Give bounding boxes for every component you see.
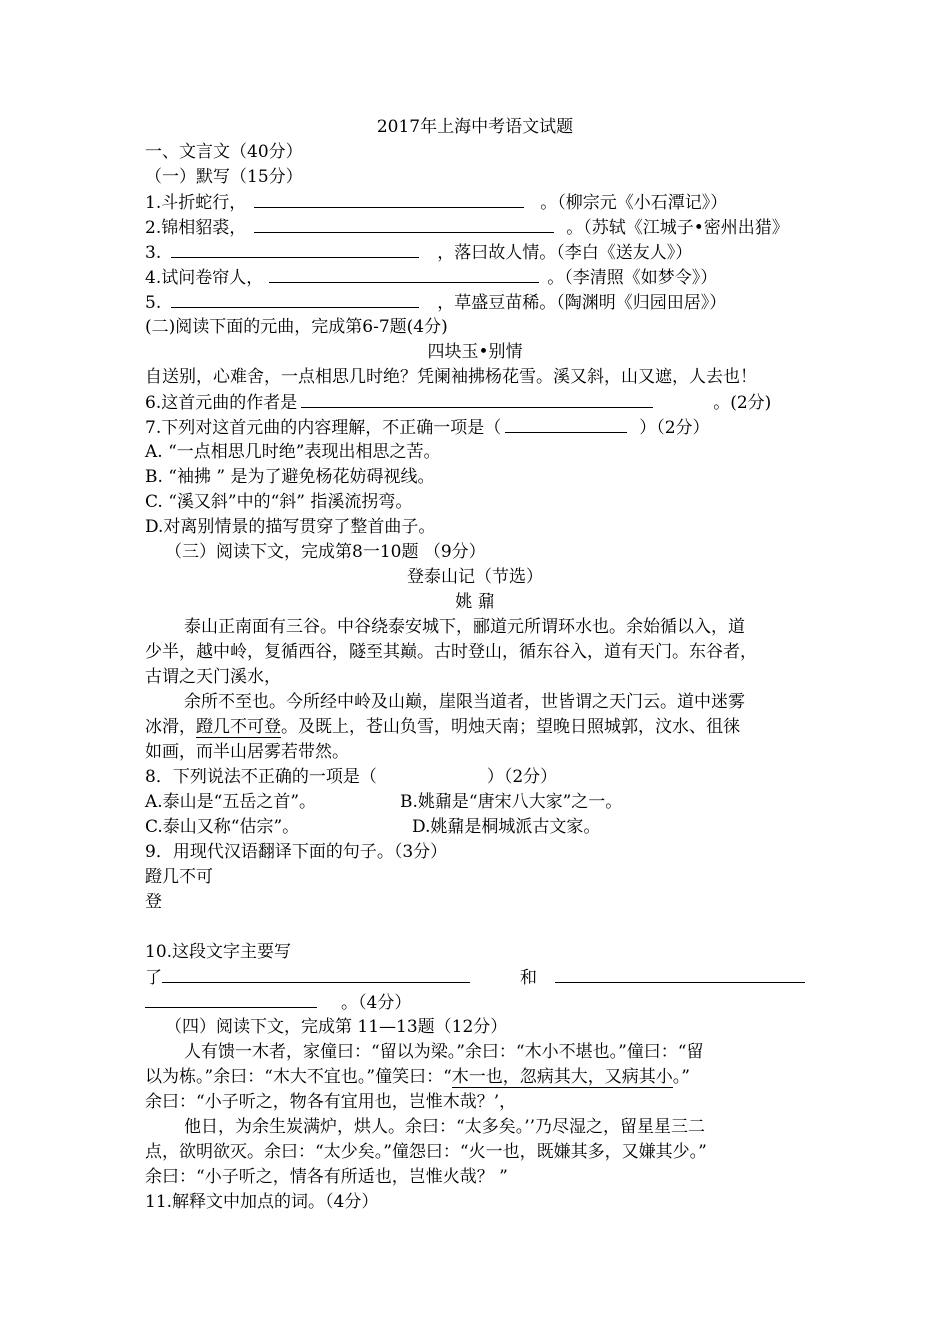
passage-line: 少半，越中岭，复循西谷，隧至其巅。古时登山，循东谷入，道有天门。东谷者， (145, 642, 757, 662)
option-b: B. “袖拂 ” 是为了避免杨花妨碍视线。 (145, 467, 435, 487)
question-8 (145, 766, 557, 788)
question-11: 11.解释文中加点的词。（4分） (145, 1192, 379, 1212)
option-a: A.泰山是“五岳之首”。 (145, 792, 317, 812)
option-b: B.姚鼐是“唐宋八大家”之一。 (400, 792, 623, 812)
answer-blank[interactable] (171, 241, 419, 258)
passage-text: 。及既上，苍山负雪，明烛天南；望晚日照城郭，汶水、徂徕 (281, 717, 740, 737)
question-text: 5. (145, 293, 162, 313)
answer-blank[interactable] (555, 966, 805, 983)
question-text: 了 (145, 968, 162, 988)
question-9: 9．用现代汉语翻译下面的句子。（3分） (145, 842, 448, 862)
passage-line (145, 1066, 690, 1088)
question-text: 6.这首元曲的作者是 (145, 393, 298, 413)
question-4 (145, 266, 717, 289)
question-source: 。（柳宗元《小石潭记》） (540, 193, 728, 213)
answer-blank[interactable] (269, 266, 539, 283)
question-source: ，草盛豆苗稀。（陶渊明《归园田居》） (437, 293, 727, 313)
passage-text: 。” (672, 1067, 690, 1087)
passage-line: 余所不至也。今所经中岭及山巅，崖限当道者，世皆谓之天门云。道中迷雾 (184, 692, 745, 712)
section-heading: 一、文言文（40分） (145, 142, 303, 162)
question-10: 10.这段文字主要写 (145, 942, 292, 962)
passage-line: 泰山正南面有三谷。中谷绕泰安城下，郦道元所谓环水也。余始循以入，道 (184, 617, 745, 637)
passage-line: 点，欲明欲灭。余曰：“太少矣。”僮怨曰：“火一也，既嫌其多，又嫌其少。” (145, 1142, 707, 1162)
question-text: 和 (520, 968, 537, 988)
subsection-heading: （三）阅读下文，完成第8一10题 （9分） (165, 542, 486, 562)
subsection-heading: (二)阅读下面的元曲，完成第6-7题(4分) (145, 317, 448, 337)
subsection-heading: （一）默写（15分） (145, 167, 303, 187)
passage-line: 人有馈一木者，家僮曰：“留以为梁。”余曰：“木小不堪也。”僮曰：“留 (184, 1042, 704, 1062)
passage-text: 冰滑， (145, 717, 196, 737)
answer-blank[interactable] (254, 191, 524, 208)
question-points: ）（2分） (639, 418, 710, 438)
question-text: 8．下列说法不正确的一项是（ (145, 767, 377, 787)
question-1 (145, 191, 727, 214)
answer-blank[interactable] (162, 966, 470, 983)
answer-blank[interactable] (254, 216, 554, 233)
poem-title: 四块玉•别情 (427, 342, 523, 362)
subsection-heading: （四）阅读下文，完成第 11—13题（12分） (165, 1017, 508, 1037)
question-points: 。（4分） (341, 993, 412, 1013)
page-title: 2017年上海中考语文试题 (376, 117, 574, 137)
answer-blank[interactable] (505, 416, 627, 433)
question-source: 。（李清照《如梦令》） (547, 268, 718, 288)
question-text: 7.下列对这首元曲的内容理解，不正确一项是（ (145, 418, 502, 438)
question-10-line (145, 966, 805, 989)
question-text: 4.试问卷帘人， (145, 268, 264, 288)
passage-line (145, 716, 740, 738)
answer-blank[interactable] (171, 291, 419, 308)
passage-line: 如画，而半山居雾若带然。 (145, 742, 349, 762)
question-points: 。(2分) (713, 393, 772, 413)
poem-text: 自送别，心难舍，一点相思几时绝？凭阑袖拂杨花雪。溪又斜，山又遮，人去也！ (145, 367, 757, 387)
passage-line: 余曰：“小子听之，情各有所适也，岂惟火哉？ ” (145, 1167, 508, 1187)
passage-author: 姚 鼐 (455, 592, 495, 612)
question-5 (145, 291, 726, 314)
passage-text: 以为栋。”余曰：“木大不宜也。”僮笑曰：“ (145, 1067, 452, 1087)
question-6 (145, 391, 771, 414)
question-source: ，落曰故人情。（李白《送友人》） (437, 243, 693, 263)
answer-blank[interactable] (301, 391, 653, 408)
underlined-sentence: 蹬几不可登 (196, 717, 281, 737)
passage-title: 登泰山记（节选） (407, 567, 543, 587)
question-text: 1.斗折蛇行， (145, 193, 247, 213)
question-3 (145, 241, 692, 264)
question-points: ）（2分） (486, 767, 558, 787)
underlined-sentence: 木一也，忽病其大，又病其小 (451, 1067, 673, 1087)
answer-blank[interactable] (145, 991, 317, 1008)
sentence-to-translate: 蹬几不可 (145, 867, 213, 887)
option-d: D.对离别情景的描写贯穿了整首曲子。 (145, 517, 436, 537)
passage-line: 古谓之天门溪水， (145, 667, 281, 687)
question-2 (145, 216, 789, 239)
option-c: C. “溪又斜”中的“斜” 指溪流拐弯。 (145, 492, 413, 512)
question-text: 3. (145, 243, 162, 263)
question-source: 。（苏轼《江城子•密州出猎》 (566, 218, 789, 238)
question-10-end (145, 991, 411, 1014)
option-a: A. “一点相思几时绝”表现出相思之苦。 (145, 442, 441, 462)
question-7 (145, 416, 710, 439)
passage-line: 他日，为余生炭满炉，烘人。余曰：“太多矣。’’乃尽湿之，留星星三二 (184, 1117, 705, 1137)
sentence-to-translate: 登 (145, 892, 162, 912)
question-text: 2.锦相貂裘， (145, 218, 247, 238)
option-d: D.姚鼐是桐城派古文家。 (412, 817, 601, 837)
option-c: C.泰山又称“估宗”。 (145, 817, 300, 837)
passage-line: 余曰：“小子听之，物各有宜用也，岂惟木哉？’， (145, 1092, 517, 1112)
